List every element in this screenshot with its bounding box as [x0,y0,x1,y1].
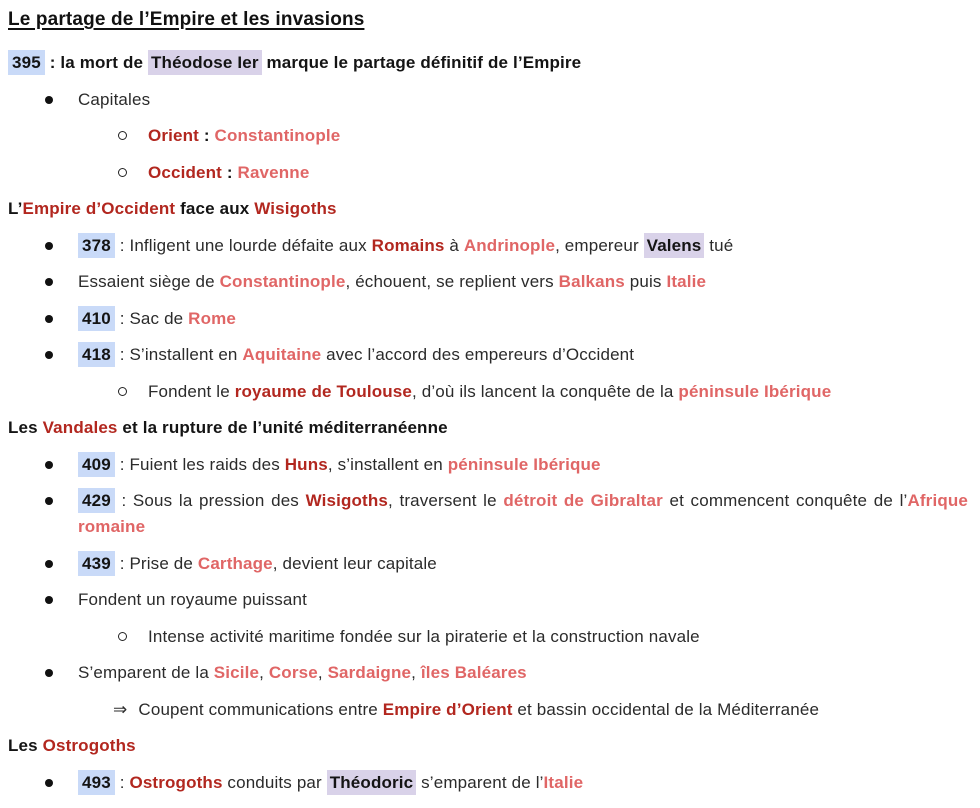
document-content [8,50,968,796]
bullet-dot-icon [45,596,53,604]
text-run: , empereur [555,235,644,255]
text-run: Empire d’Orient [382,699,513,719]
text-run: , traversent le [388,491,504,510]
bullet-dot-icon [45,242,53,250]
paragraph-line [8,50,968,76]
text-run: : [221,162,238,182]
text-run: : Sous la pression des [114,491,306,510]
text-run: péninsule Ibérique [447,454,601,474]
text-run: Fondent un royaume puissant [78,590,307,609]
text-run: , devient leur capitale [272,553,437,573]
highlighted-date: 493 [78,770,115,795]
bullet-dot-icon [45,278,53,286]
text-run: : Fuient les raids des [114,454,285,474]
text-run: Rome [188,308,236,328]
text-run: îles Baléares [420,663,527,682]
sub-bullet-item [8,160,968,186]
bullet-item [8,587,968,613]
text-run: Constantinople [219,272,346,291]
bullet-item [8,233,968,259]
text-run: , d’où ils lancent la conquête de la [412,381,679,401]
highlighted-date: 429 [78,488,115,513]
text-run: Sardaigne [327,663,412,682]
text-run: : Prise de [114,553,198,573]
text-run: Italie [666,272,707,291]
bullet-dot-icon [45,315,53,323]
text-run: Ostrogoths [42,736,136,755]
text-run: Ravenne [237,162,310,182]
consequence-line [8,697,968,723]
bullet-item [8,452,968,478]
text-run: puis [624,272,667,291]
text-run: L’ [8,199,23,218]
text-run: Balkans [558,272,625,291]
bullet-dot-icon [45,779,53,787]
highlighted-date: 439 [78,551,115,576]
bullet-dot-icon [45,669,53,677]
text-run: : [114,772,130,792]
bullet-item [8,770,968,796]
text-run: : Sac de [114,308,189,328]
highlighted-name: Théodose Ier [148,50,262,75]
bullet-item [8,87,968,113]
text-run: : la mort de [44,53,148,72]
bullet-item [8,269,968,295]
bullet-item [8,306,968,332]
text-run: péninsule Ibérique [678,381,832,401]
highlighted-date: 410 [78,306,115,331]
highlighted-date: 409 [78,452,115,477]
double-arrow-icon: ⇒ [113,699,128,719]
text-run: Afrique romaine [78,491,968,536]
text-run: Orient [148,126,199,145]
section-heading [8,733,968,759]
hollow-bullet-icon [118,387,127,396]
text-run: Italie [543,772,584,792]
section-heading [8,415,968,441]
bullet-item [8,551,968,577]
text-run: Aquitaine [242,345,322,364]
text-run: , s’installent en [327,454,448,474]
bullet-dot-icon [45,560,53,568]
text-run: face aux [175,199,255,218]
text-run: : S’installent en [114,345,243,364]
text-run: Constantinople [214,126,341,145]
text-run: , échouent, se replient vers [345,272,559,291]
text-run: à [444,235,464,255]
text-run: Corse [268,663,318,682]
text-run: Andrinople [463,235,556,255]
text-run: Les [8,418,43,437]
text-run: Coupent communications entre [138,699,383,719]
hollow-bullet-icon [118,632,127,641]
highlighted-name: Valens [644,233,705,258]
text-run: : [198,126,215,145]
text-run: Fondent le [148,381,235,401]
text-run: détroit de Gibraltar [503,491,663,510]
text-run: conduits par [222,772,327,792]
text-run: Intense activité maritime fondée sur la piraterie et la construction navale [148,626,700,646]
text-run: , [411,663,421,682]
text-run: Wisigoths [305,491,388,510]
text-run: avec l’accord des empereurs d’Occident [321,345,635,364]
text-run: Empire d’Occident [22,199,176,218]
text-run: Wisigoths [254,199,337,218]
bullet-item [8,488,968,540]
bullet-dot-icon [45,351,53,359]
text-run: Sicile [213,663,260,682]
sub-bullet-item [8,624,968,650]
text-run: , [259,663,269,682]
text-run: Les [8,736,43,755]
text-run: et bassin occidental de la Méditerranée [512,699,820,719]
text-run: et commencent conquête de l’ [662,491,908,510]
section-heading [8,196,968,222]
text-run: s’emparent de l’ [416,772,544,792]
text-run: Romains [371,235,445,255]
sub-bullet-item [8,379,968,405]
bullet-item [8,660,968,686]
sub-bullet-item [8,123,968,149]
hollow-bullet-icon [118,131,127,140]
text-run: Vandales [42,418,118,437]
highlighted-date: 378 [78,233,115,258]
text-run: Capitales [78,89,151,109]
highlighted-name: Théodoric [327,770,417,795]
highlighted-date: 395 [8,50,45,75]
text-run: Carthage [197,553,273,573]
text-run: Ostrogoths [129,772,223,792]
text-run: marque le partage définitif de l’Empire [261,53,582,72]
text-run: , [317,663,328,682]
highlighted-date: 418 [78,342,115,367]
text-run: : Infligent une lourde défaite aux [114,235,372,255]
bullet-dot-icon [45,96,53,104]
text-run: S’emparent de la [78,663,214,682]
text-run: et la rupture de l’unité méditerranéenne [117,418,448,437]
bullet-item [8,342,968,368]
text-run: Occident [148,162,222,182]
text-run: Huns [284,454,328,474]
text-run: tué [704,235,734,255]
text-run: Essaient siège de [78,272,220,291]
bullet-dot-icon [45,461,53,469]
hollow-bullet-icon [118,168,127,177]
page-title: Le partage de l’Empire et les invasions [8,9,365,30]
text-run: royaume de Toulouse [234,381,413,401]
bullet-dot-icon [45,497,53,505]
